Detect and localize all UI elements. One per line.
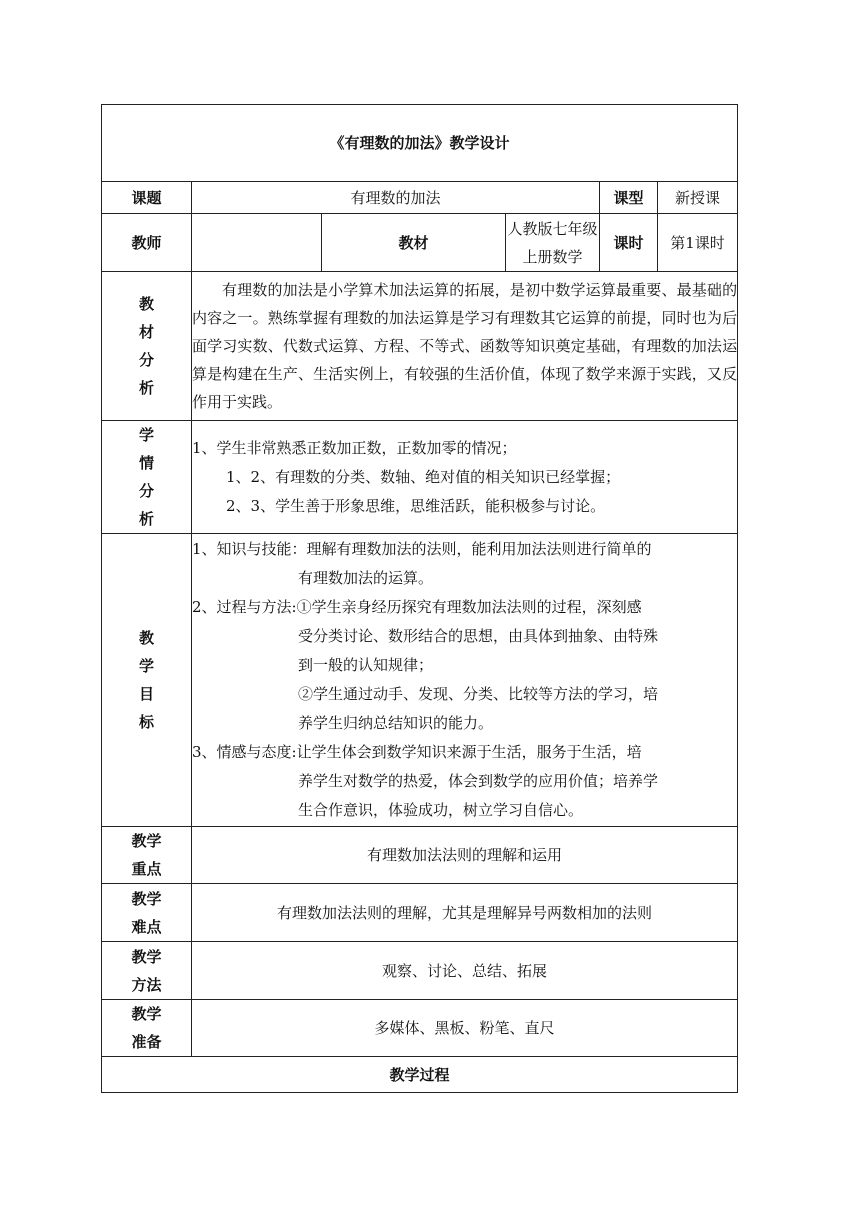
- difficulties-label: 教学 难点: [102, 884, 192, 942]
- key-points-label: 教学 重点: [102, 827, 192, 884]
- topic-row: [102, 182, 738, 214]
- material-analysis-row: [102, 272, 738, 421]
- objective-process: 2、过程与方法: ①学生亲身经历探究有理数加法法则的过程，深刻感: [192, 598, 642, 616]
- title-row: [102, 105, 738, 182]
- hours-label: 课时: [600, 214, 658, 272]
- topic-value: 有理数的加法: [192, 182, 600, 214]
- preparation-row: [102, 1000, 738, 1057]
- process-title: 教学过程: [102, 1057, 738, 1093]
- lesson-type-label: 课型: [600, 182, 658, 214]
- hours-value: 第1课时: [658, 214, 738, 272]
- difficulties-value: 有理数加法法则的理解，尤其是理解异号两数相加的法则: [192, 884, 738, 942]
- preparation-value: 多媒体、黑板、粉笔、直尺: [192, 1000, 738, 1057]
- list-item: 2、3、学生善于形象思维，思维活跃，能积极参与讨论。: [226, 496, 606, 515]
- student-analysis-row: [102, 421, 738, 534]
- lesson-type-value: 新授课: [658, 182, 738, 214]
- material-value: 人教版七年级上册数学: [506, 214, 600, 272]
- lesson-plan-table: [101, 104, 738, 1093]
- methods-label: 教学 方法: [102, 942, 192, 1000]
- key-points-value: 有理数加法法则的理解和运用: [192, 827, 738, 884]
- objectives-label: 教 学 目 标: [102, 534, 192, 827]
- topic-label: 课题: [102, 182, 192, 214]
- teacher-row: [102, 214, 738, 272]
- objectives-content: 1、知识与技能： 理解有理数加法的法则，能利用加法法则进行简单的 有理数加法的运算。 2、过程与方法: ①学生亲身经历探究有理数加法法则的过程，深刻感 受分类讨论、数形结合的思想，由具体到抽象、由特殊 到一般的认知规律； ②学生通过动手、发现、分类、比较等方法的学习，培 养学生归纳总结知识的能力。 3、情感与态度: 让学生体会到数学知识来源于生活，服务于生活，培 养学生对数学的热爱，体会到数学的应用价值；培养学 生合作意识，体验成功，树立学习自信心。: [192, 534, 738, 827]
- student-analysis-label: 学 情 分 析: [102, 421, 192, 534]
- methods-row: [102, 942, 738, 1000]
- objective-attitude: 3、情感与态度: 让学生体会到数学知识来源于生活，服务于生活，培: [192, 743, 642, 761]
- teacher-value: [192, 214, 322, 272]
- key-points-row: [102, 827, 738, 884]
- list-item: 1、学生非常熟悉正数加正数，正数加零的情况；: [192, 438, 517, 457]
- objectives-row: [102, 534, 738, 827]
- material-label: 教材: [322, 214, 506, 272]
- document-title: 《有理数的加法》教学设计: [102, 105, 738, 182]
- process-title-row: [102, 1057, 738, 1093]
- list-item: 1、2、有理数的分类、数轴、绝对值的相关知识已经掌握；: [226, 467, 621, 486]
- methods-value: 观察、讨论、总结、拓展: [192, 942, 738, 1000]
- material-analysis-text: 有理数的加法是小学算术加法运算的拓展，是初中数学运算最重要、最基础的内容之一。熟练掌握有理数的加法运算是学习有理数其它运算的前提，同时也为后面学习实数、代数式运算、方程、不等式、函数等知识奠定基础，有理数的加法运算是构建在生产、生活实例上，有较强的生活价值，体现了数学来源于实践，又反作用于实践。: [192, 272, 738, 421]
- student-analysis-list: [192, 421, 738, 534]
- material-analysis-label: 教 材 分 析: [102, 272, 192, 421]
- objective-knowledge: 1、知识与技能： 理解有理数加法的法则，能利用加法法则进行简单的: [192, 540, 652, 558]
- preparation-label: 教学 准备: [102, 1000, 192, 1057]
- difficulties-row: [102, 884, 738, 942]
- teacher-label: 教师: [102, 214, 192, 272]
